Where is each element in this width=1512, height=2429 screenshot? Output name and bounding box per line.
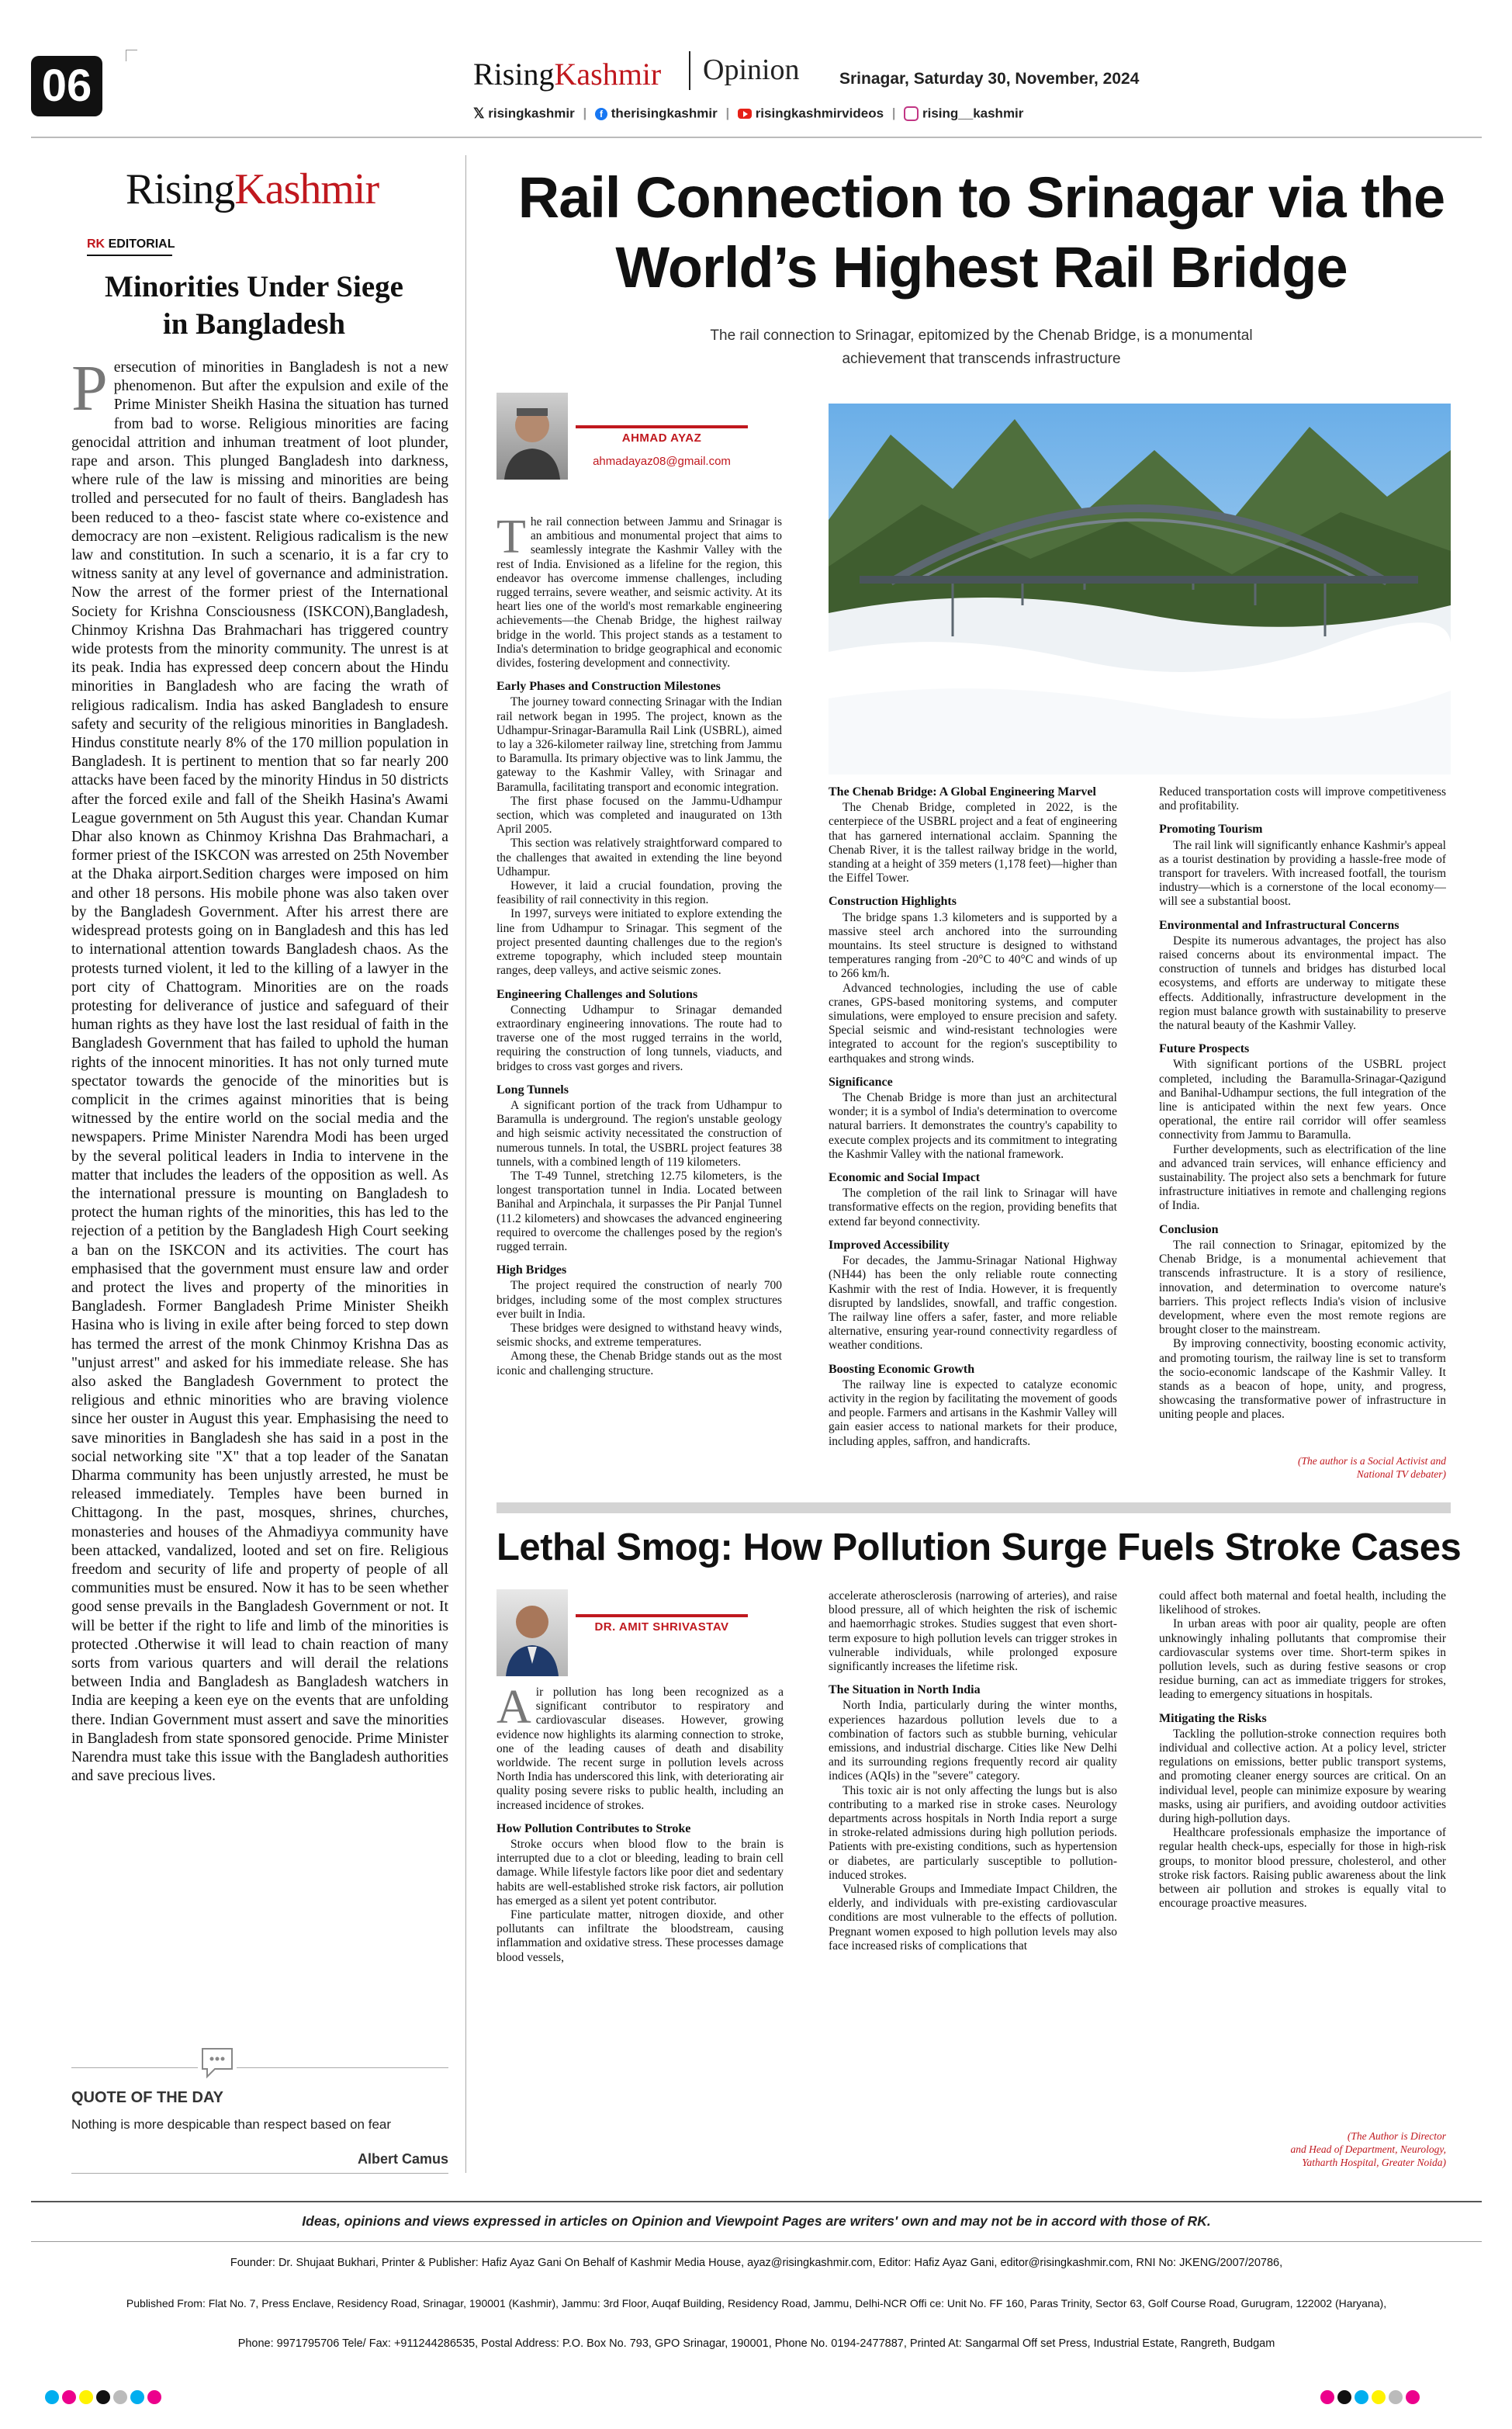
- x-icon[interactable]: 𝕏: [473, 106, 485, 122]
- rail-column-3: Reduced transportation costs will improve competitiveness and profitability. Promoting Tourism The rail link will significantly enhance Kashmir's appeal as a tourist destination by providing a hassle-free mode of transport for travelers. With increased footfall, the tourism industry—which is a cornerstone of the local economy—will see a substantial boost. Environmental and Infrastructural Concerns Despite its numerous advantages, the project has also raised concerns about its environmental impact. The construction of tunnels and bridges has disturbed local ecosystems, and efforts are underway to mitigate these effects. Additionally, infrastructure development in the region must balance growth with sustainability to preserve the natural beauty of the Kashmir Valley. Future Prospects With significant portions of the USBRL project completed, including the Baramulla-Srinagar-Qazigund and Banihal-Udhampur sections, the full integration of the line is anticipated within the next few years. Once operational, the entire rail corridor will offer seamless connectivity from Jammu to Baramulla. Further developments, such as electrification of the line and advanced train services, will enhance efficiency and sustainability. The project also sets a benchmark for future infrastructure initiatives in remote and challenging regions of India. Conclusion The rail connection to Srinagar, epitomized by the Chenab Bridge, is a monumental achievement that transcends infrastructure. It is a story of resilience, innovation, and determination to overcome nature's barriers. This project reflects India's vision of inclusive development, where even the most remote regions are brought closer to the mainstream. By improving connectivity, boosting economic activity, and promoting tourism, the railway line is set to transform the socio-economic landscape of the Kashmir Valley. It stands as a beacon of hope, unity, and progress, showcasing the transformative power of infrastructure in uniting people and places.: [1159, 785, 1446, 1422]
- masthead-divider: [689, 51, 690, 90]
- rail-author-email: ahmadayaz08@gmail.com: [593, 455, 731, 468]
- quote-top-rule: [71, 2067, 448, 2068]
- instagram-icon[interactable]: [904, 106, 919, 121]
- dateline: Srinagar, Saturday 30, November, 2024: [839, 70, 1140, 88]
- smog-headline: Lethal Smog: How Pollution Surge Fuels Stroke Cases: [497, 1526, 1462, 1568]
- rail-headline: Rail Connection to Srinagar via the World’s Highest Rail Bridge: [517, 165, 1445, 300]
- smog-author: DR. AMIT SHRIVASTAV: [594, 1620, 729, 1634]
- author-photo-ahmad: [497, 393, 568, 480]
- facebook-icon[interactable]: f: [595, 108, 607, 120]
- footer-top-rule: [31, 2201, 1482, 2202]
- footer-credits-2: Published From: Flat No. 7, Press Enclave, Residency Road, Srinagar, 190001 (Kashmir), Jammu: 3rd Floor, Auqaf Building, Residency Road, Jammu, Delhi-NCR Offi ce: Unit No. FF 160, Paras Trinity, Sector 63, Golf Course Road, Gurugram, 122002 (Haryana),: [126, 2297, 1387, 2309]
- youtube-icon[interactable]: [738, 109, 752, 119]
- editorial-kicker: RK EDITORIAL: [87, 237, 175, 251]
- smog-column-2: accelerate atherosclerosis (narrowing of arteries), and raise blood pressure, all of which heighten the risk of ischemic and haemorrhagic strokes. Studies suggest that even short-term exposure to high pollution levels can trigger strokes in vulnerable individuals, while prolonged exposure significantly increases the lifetime risk. The Situation in North India North India, particularly during the winter months, experiences hazardous pollution levels due to a combination of factors such as stubble burning, vehicular emissions, and industrial discharge. Cities like New Delhi and its surrounding regions frequently record air quality indices (AQIs) in the "severe" category. This toxic air is not only affecting the lungs but is also contributing to a marked rise in stroke cases. Neurology departments across hospitals in North India report a surge in stroke-related admissions during high pollution periods. Patients with pre-existing conditions, such as hypertension or diabetes, are particularly susceptible to pollution-induced strokes. Vulnerable Groups and Immediate Impact Children, the elderly, and individuals with pre-existing cardiovascular conditions are most vulnerable to the effects of pollution. Pregnant women exposed to high pollution levels may also face increased risks of complications that: [829, 1589, 1117, 1953]
- footer-credits-3: Phone: 9971795706 Tele/ Fax: +911244286535, Postal Address: P.O. Box No. 793, GPO Srinagar, 190001, Phone No. 0194-2477887, Printed At: Sangarmal Off set Press, Industrial Estate, Rangreth, Budgam: [237, 2337, 1275, 2350]
- smog-column-1: Air pollution has long been recognized as a significant contributor to respiratory and cardiovascular diseases. However, growing evidence now highlights its alarming connection to stroke, one of the leading causes of death and disability worldwide. The recent surge in pollution levels across North India has underscored this link, with deteriorating air quality posing severe risks to public health, including an increased incidence of strokes. How Pollution Contributes to Stroke Stroke occurs when blood flow to the brain is interrupted due to a clot or bleeding, leading to brain cell damage. While lifestyle factors like poor diet and sedentary habits are well-established stroke risk factors, air pollution has emerged as a silent yet potent contributor. Fine particulate matter, nitrogen dioxide, and other pollutants can infiltrate the bloodstream, causing inflammation and oxidative stress. These processes damage blood vessels,: [497, 1686, 784, 1964]
- editorial-body: Persecution of minorities in Bangladesh is not a new phenomenon. But after the expulsion and exile of the Prime Minister Sheikh Hasina the situation has turned from bad to worse. Religious minorities are facing genocidal attrition and inhuman treatment of loot plunder, rape and arson. This plunged Bangladesh into darkness, where rule of the law is missing and minorities are being trolled and persecuted for no fault of theirs. Bangladesh has been reduced to a theo- fascist state where co-existence and democracy are non –existent. Religious radicalism is the new law and constitution. In such a scenario, it is a far cry to witness sanity at any level of governance and administration. Now the arrest of the former priest of the International Society for Krishna Consciousness (ISKCON),Bangladesh, Chinmoy Krishna Das Brahmachari has triggered country wide protests from the minority community. The unrest is at its peak. India has expressed deep concern about the Hindu minorities in Bangladesh who are facing the wrath of religious radicalism. India has asked Bangladesh to ensure safety and security of the religious minorities in Bangladesh. Hindus constitute nearly 8% of the 170 million population in Bangladesh. It is pertinent to mention that so far nearly 200 attacks have been faced by the minority Hindus in 50 districts after the forced exile and fall of the Sheikh Hasina's Awami League government on 5th August this year. Chandan Kumar Dhar also known as Chinmoy Krishna Das Brahmachari, a former priest of the ISKCON was arrested on 25th November at the Dhaka airport.Sedition charges were imposed on him and other 18 persons. His mobile phone was also taken over by the Bangladesh Government. After his arrest there are widespread protests going on in Bangladesh and this has led to international attention towards Bangladesh chaos. As the protests turned violent, it led to the killing of a lawyer in the port city of Chattogram. Minorities are on the roads protesting for deliverance of justice and safeguard of their human rights as they have lost the last residual of faith in the Bangladesh Government that has failed to uphold the human rights of the innocent minorities. It has not only turned mute spectator towards the genocide of the minorities but is complicit in the crimes against minorities that is being witnessed by the entire world on the social media and the newspapers. Prime Minister Narendra Modi has been urged by the several political leaders in India to intervene in the matter that includes the leaders of the opposition as well. As the international pressure is mounting on Bangladesh to protect the human rights of the minorities, this has led to the rejection of a petition by the Bangladesh High Court seeking a ban on the ISKCON and its activities. The court has emphasised that the government must ensure law and order and protect the lives and property of the minorities in Bangladesh. Former Bangladesh Prime Minister Sheikh Hasina who is living in exile after being forced to step down has termed the arrest of the monk Chinmoy Krishna Das as "unjust arrest" and asked for his immediate release. She has also asked the Bangladesh Government to protect the religious and ethnic minorities who are braving violence since her ouster in August this year. Emphasising the need to save minorities in Bangladesh she has said in a post in the social networking site "X" that a top leader of the Sanatan Dharma community has been unjustly arrested, he must be released immediately. Temples have been burned in Chittagong. In the past, mosques, shrines, churches, monasteries and houses of the Ahmadiyya community have been attacked, vandalized, looted and set on fire. Religious freedom and security of life and property of people of all communities must be ensured. Now it has to be seen whether good sense prevails in the Bangladesh Government or not. It will be better if the right to life and limb of the minorities is protected .Otherwise it will lead to chain reaction of many sorts from various quarters and will derail the relations between India and Bangladesh as Bangladesh watchers in India are keeping a keen eye on the events that are unfolding there. Indian Government must assert and save the minorities in Bangladesh from state sponsored genocide. Prime Minister Narendra must take this issue with the Bangladesh authorities and save precious lives.: [71, 359, 448, 1785]
- registration-mark: [126, 50, 137, 61]
- color-registration-bar-right: [1319, 2390, 1421, 2407]
- footer-disclaimer: Ideas, opinions and views expressed in articles on Opinion and Viewpoint Pages are writers' own and may not be in accord with those of RK.: [302, 2213, 1211, 2229]
- quote-bottom-rule: [71, 2173, 448, 2174]
- chenab-bridge-photo: [829, 404, 1451, 774]
- rail-column-2: The Chenab Bridge: A Global Engineering Marvel The Chenab Bridge, completed in 2022, is the centerpiece of the USBRL project and a feat of engineering that has garnered international acclaim. Spanning the Chenab River, it is the tallest railway bridge in the world, standing at a height of 359 meters (1,178 feet)—higher than the Eiffel Tower. Construction Highlights The bridge spans 1.3 kilometers and is supported by a massive steel arch anchored into the surrounding mountains. Its steel structure is designed to withstand temperatures ranging from -20°C to 40°C and winds of up to 266 km/h. Advanced technologies, including the use of cable cranes, GPS-based monitoring systems, and computer simulations, were employed to ensure precision and safety. Special seismic and wind-resistant technologies were integrated to account for the region's susceptibility to earthquakes and strong winds. Significance The Chenab Bridge is more than just an architectural wonder; it is a symbol of India's determination to overcome natural barriers. It demonstrates the country's capability to execute complex projects and its commitment to integrating the Kashmir Valley with the national framework. Economic and Social Impact The completion of the rail link to Srinagar will have transformative effects on the region, providing benefits that extend far beyond connectivity. Improved Accessibility For decades, the Jammu-Srinagar National Highway (NH44) has been the only reliable route connecting Kashmir with the rest of India. However, it is frequently disrupted by landslides, snowfall, and traffic congestion. The railway line offers a safer, faster, and more reliable alternative, ensuring year-round connectivity regardless of weather conditions. Boosting Economic Growth The railway line is expected to catalyze economic activity in the region by facilitating the movement of goods and people. Farmers and artisans in the Kashmir Valley will gain easier access to national markets for their produce, including apples, saffron, and handicrafts.: [829, 785, 1117, 1448]
- page-number-badge: [31, 56, 102, 116]
- quote-icon: [198, 2046, 237, 2080]
- left-column-divider: [465, 155, 466, 2173]
- rail-deck: The rail connection to Srinagar, epitomized by the Chenab Bridge, is a monumental achievement that transcends infrastructure: [710, 327, 1253, 367]
- author-photo-amit: [497, 1589, 568, 1676]
- quote-label: QUOTE OF THE DAY: [71, 2089, 223, 2106]
- rail-author-note: (The author is a Social Activist and National TV debater): [1298, 1455, 1446, 1480]
- footer-mid-rule: [31, 2241, 1482, 2242]
- byline-bar: [576, 425, 748, 428]
- color-registration-bar-left: [43, 2390, 163, 2407]
- masthead-brand: RisingKashmir: [473, 57, 662, 92]
- quote-author: Albert Camus: [357, 2151, 448, 2167]
- rail-author: AHMAD AYAZ: [621, 431, 702, 445]
- rail-column-1: The rail connection between Jammu and Srinagar is an ambitious and monumental project that aims to seamlessly integrate the Kashmir Valley with the rest of India. Envisioned as a lifeline for the region, this endeavor has overcome immense challenges, including rugged terrains, severe weather, and seismic activity. At its heart lies one of the world's most remarkable engineering achievements—the Chenab Bridge, the highest railway bridge in the world. This project stands as a testament to India's determination to bridge geographical and economic divides, fostering development and connectivity. Early Phases and Construction Milestones The journey toward connecting Srinagar with the Indian rail network began in 1995. The project, known as the Udhampur-Srinagar-Baramulla Rail Link (USBRL), aimed to lay a 326-kilometer railway line, stretching from Jammu to Baramulla. Its primary objective was to link Jammu, the gateway to the Kashmir Valley, with Srinagar and Baramulla, facilitating transport and economic integration. The first phase focused on the Jammu-Udhampur section, which was completed and inaugurated on 13th April 2005. This section was relatively straightforward compared to the challenges that awaited in extending the line beyond Udhampur. However, it laid a crucial foundation, proving the feasibility of rail connectivity in this region. In 1997, surveys were initiated to explore extending the line from Udhampur to Srinagar. This segment of the project presented daunting challenges due to the region's extreme topography, which included steep mountain ranges, deep valleys, and active seismic zones. Engineering Challenges and Solutions Connecting Udhampur to Srinagar demanded extraordinary engineering innovations. The route had to traverse one of the most rugged terrains in the world, requiring the construction of long tunnels, viaducts, and bridges to cross vast gorges and rivers. Long Tunnels A significant portion of the track from Udhampur to Baramulla is underground. The region's unstable geology and high seismic activity necessitated the construction of numerous tunnels. In total, the USBRL project features 38 tunnels, with a combined length of 119 kilometers. The T-49 Tunnel, stretching 12.75 kilometers, is the longest transportation tunnel in India. Located between Banihal and Arpinchala, it surpasses the Pir Panjal Tunnel (11.2 kilometers) and showcases the advanced engineering required to overcome the challenges posed by the region's rugged terrain. High Bridges The project required the construction of nearly 700 bridges, including some of the most complex structures ever built in India. These bridges were designed to withstand heavy winds, seismic shocks, and extreme temperatures. Among these, the Chenab Bridge stands out as the most iconic and challenging structure.: [497, 515, 782, 1377]
- page-number: 06: [41, 61, 92, 111]
- editorial-dropcap: P: [71, 359, 108, 424]
- footer-credits-1: Founder: Dr. Shujaat Bukhari, Printer & Publisher: Hafiz Ayaz Gani On Behalf of Kashmir Media House, ayaz@risingkashmir.com, Editor: Hafiz Ayaz Gani, editor@risingkashmir.com, RNI No: JKENG/2007/20786,: [230, 2257, 1283, 2269]
- header-rule: [31, 137, 1482, 138]
- smog-byline-bar: [576, 1614, 748, 1617]
- kicker-underline: [87, 255, 172, 256]
- smog-author-note: (The Author is Director and Head of Department, Neurology, Yatharth Hospital, Greater Noida): [1290, 2130, 1446, 2168]
- smog-column-3: could affect both maternal and foetal health, including the likelihood of strokes. In urban areas with poor air quality, people are often unknowingly inhaling pollutants that compromise their cardiovascular systems over time. Short-term spikes in pollution levels, such as during festive seasons or crop residue burning, can act as immediate triggers for strokes, leading to emergency situations in hospitals. Mitigating the Risks Tackling the pollution-stroke connection requires both individual and collective action. At a policy level, stricter regulations on emissions, better public transport systems, and promoting cleaner energy sources are critical. On an individual level, people can minimize exposure by wearing masks, using air purifiers, and avoiding outdoor activities during high-pollution days. Healthcare professionals emphasize the importance of regular health check-ups, especially for those in high-risk groups, to monitor blood pressure, cholesterol, and other stroke risk factors. Raising public awareness about the link between air pollution and strokes is equally vital to encourage proactive measures.: [1159, 1589, 1446, 1911]
- social-bar: 𝕏 risingkashmir | f therisingkashmir | risingkashmirvideos | rising__kashmir: [473, 106, 1024, 122]
- editorial-logo: RisingKashmir: [126, 165, 379, 213]
- smog-top-band: [497, 1502, 1451, 1513]
- editorial-title: Minorities Under Siege in Bangladesh: [105, 270, 403, 341]
- section-label: Opinion: [703, 54, 800, 86]
- quote-text: Nothing is more despicable than respect based on fear: [71, 2117, 392, 2132]
